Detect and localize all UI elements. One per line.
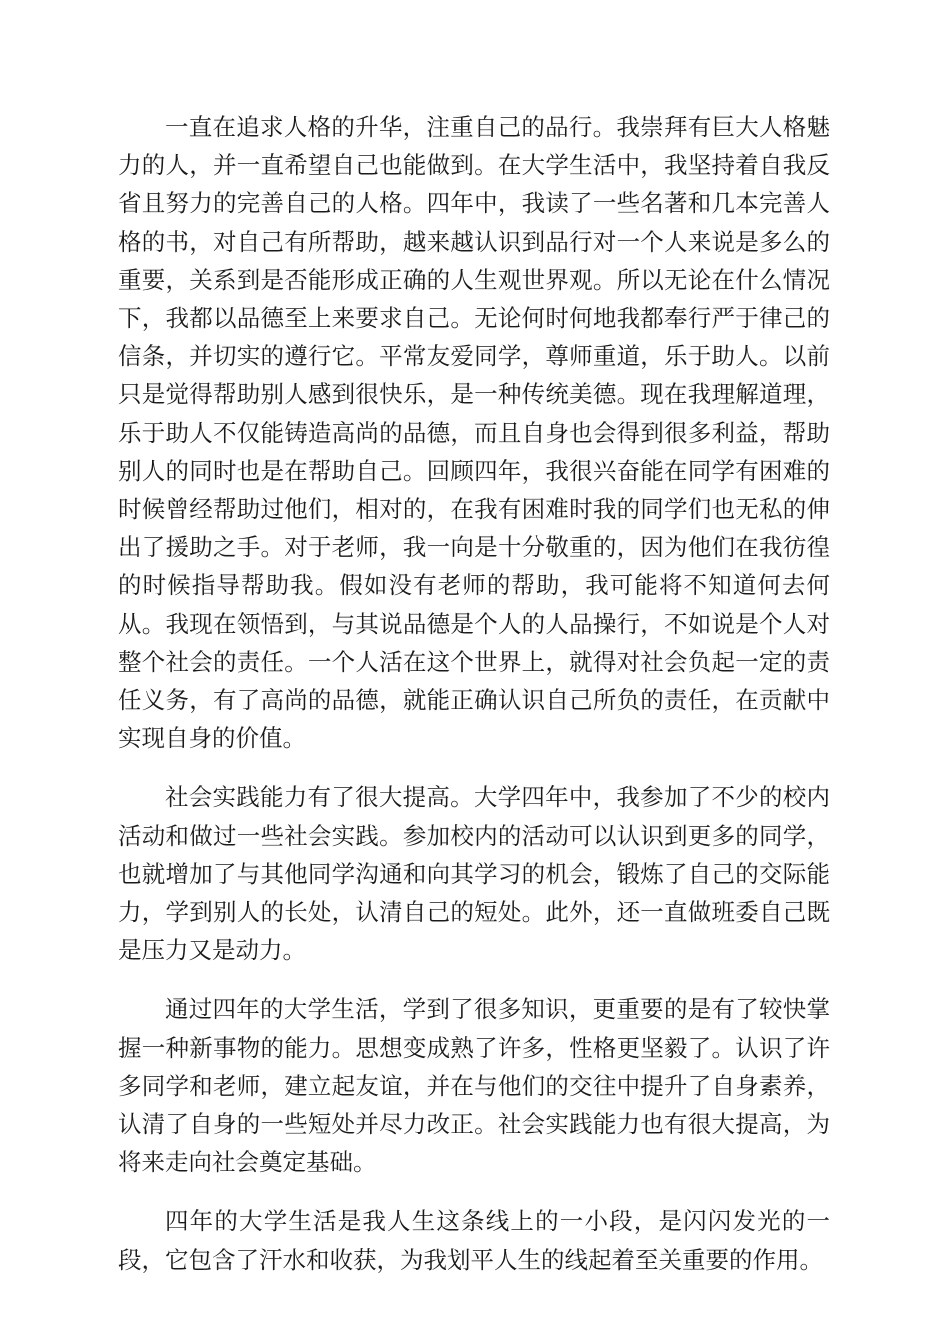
paragraph-conclusion: 四年的大学生活是我人生这条线上的一小段，是闪闪发光的一段，它包含了汗水和收获，为我划平人生的线起着至关重要的作用。 — [118, 1207, 830, 1274]
paragraph-social-practice: 社会实践能力有了很大提高。大学四年中，我参加了不少的校内活动和做过一些社会实践。参加校内的活动可以认识到更多的同学，也就增加了与其他同学沟通和向其学习的机会，锻炼了自己的交际能力，学到别人的长处，认清自己的短处。此外，还一直做班委自己既是压力又是动力。 — [118, 783, 830, 965]
document-body — [118, 108, 830, 1279]
paragraph-summary: 通过四年的大学生活，学到了很多知识，更重要的是有了较快掌握一种新事物的能力。思想变成熟了许多，性格更坚毅了。认识了许多同学和老师，建立起友谊，并在与他们的交往中提升了自身素养，认清了自身的一些短处并尽力改正。社会实践能力也有很大提高，为将来走向社会奠定基础。 — [118, 995, 830, 1177]
paragraph-character: 一直在追求人格的升华，注重自己的品行。我崇拜有巨大人格魅力的人，并一直希望自己也能做到。在大学生活中，我坚持着自我反省且努力的完善自己的人格。四年中，我读了一些名著和几本完善人格的书，对自己有所帮助，越来越认识到品行对一个人来说是多么的重要，关系到是否能形成正确的人生观世界观。所以无论在什么情况下，我都以品德至上来要求自己。无论何时何地我都奉行严于律己的信条，并切实的遵行它。平常友爱同学，尊师重道，乐于助人。以前只是觉得帮助别人感到很快乐，是一种传统美德。现在我理解道理，乐于助人不仅能铸造高尚的品德，而且自身也会得到很多利益，帮助别人的同时也是在帮助自己。回顾四年，我很兴奋能在同学有困难的时候曾经帮助过他们，相对的，在我有困难时我的同学们也无私的伸出了援助之手。对于老师，我一向是十分敬重的，因为他们在我彷徨的时候指导帮助我。假如没有老师的帮助，我可能将不知道何去何从。我现在领悟到，与其说品德是个人的人品操行，不如说是个人对整个社会的责任。一个人活在这个世界上，就得对社会负起一定的责任义务，有了高尚的品德，就能正确认识自己所负的责任，在贡献中实现自身的价值。 — [118, 113, 830, 753]
